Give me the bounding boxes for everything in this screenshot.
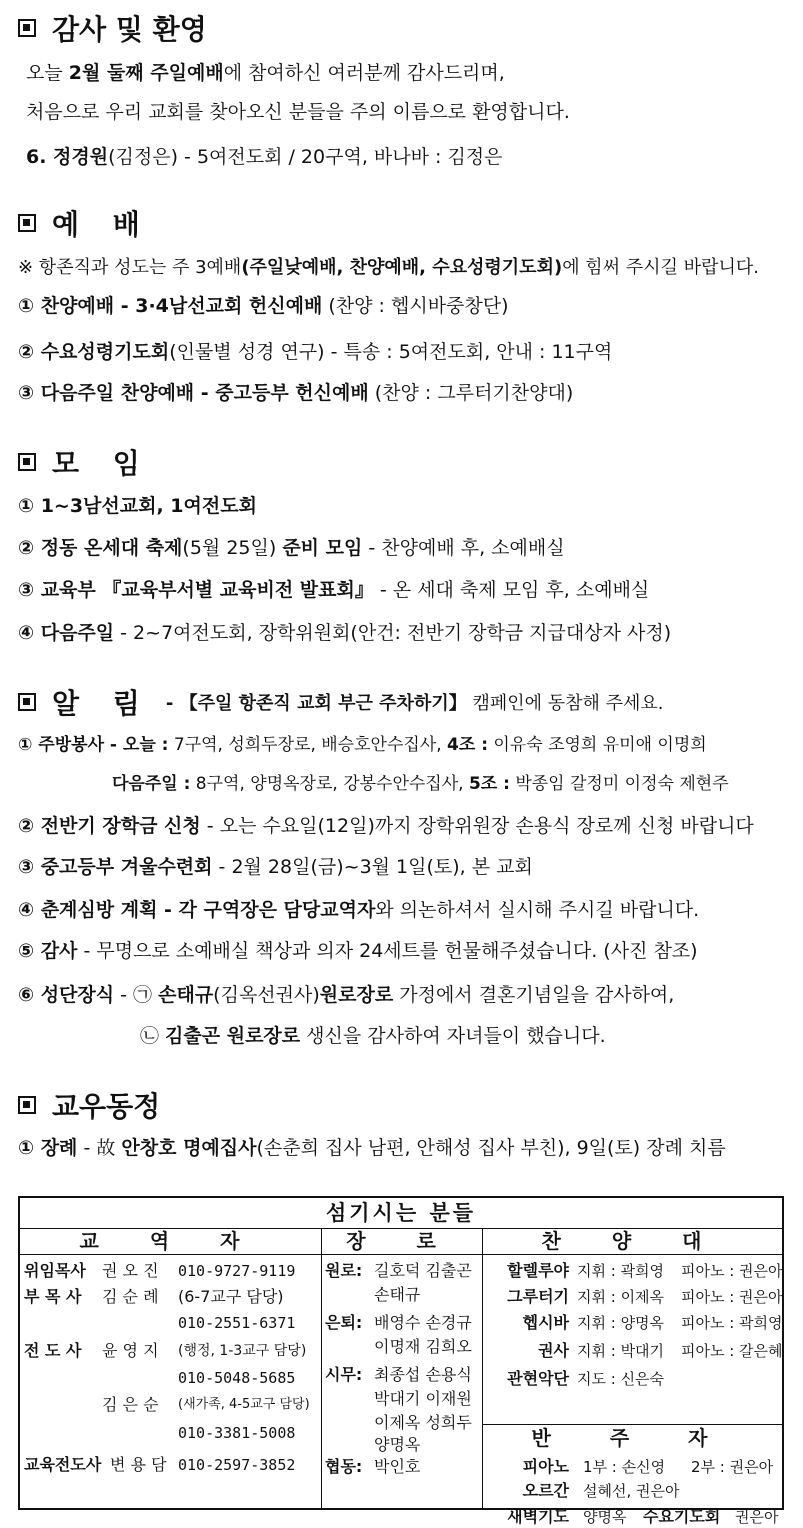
elder-label: 원로: <box>325 1261 363 1280</box>
section-notice-heading <box>18 682 664 722</box>
choir-piano: 피아노 : 갈은혜 <box>681 1342 783 1360</box>
pastor-phone: 010-2551-6371 <box>178 1314 296 1332</box>
elders-column <box>322 1228 483 1508</box>
pastor-role: 전 도 사 <box>24 1341 82 1360</box>
choir-name: 헵시바 <box>522 1313 569 1332</box>
choir-name: 할렐루야 <box>507 1261 569 1280</box>
meeting-item-4: ④ 다음주일 - 2~7여전도회, 장학위원회(안건: 전반기 장학금 지급대상자 사정) <box>18 622 672 644</box>
servers-table <box>18 1196 784 1526</box>
pastor-name: 김 순 례 <box>102 1287 159 1306</box>
pastor-name: 권 오 진 <box>102 1261 159 1280</box>
choir-leader: 지휘 : 곽희영 <box>577 1262 665 1280</box>
elder-label: 시무: <box>325 1365 363 1384</box>
pastor-role: 교육전도사 <box>24 1455 102 1474</box>
pastor-note: (행정, 1-3교구 담당) <box>178 1343 307 1359</box>
square-bullet-icon <box>18 1096 36 1114</box>
pastor-name: 김 은 순 <box>102 1395 159 1414</box>
square-bullet-icon <box>18 693 36 711</box>
choir-leader: 지휘 : 이제옥 <box>577 1288 665 1306</box>
accompanist-value: 권은아 <box>735 1508 779 1526</box>
worship-item-2: ② 수요성령기도회(인물별 성경 연구) - 특송 : 5여전도회, 안내 : 11구역 <box>18 341 613 363</box>
elder-names: 손태규 <box>374 1285 421 1304</box>
parking-campaign: - 【주일 항존직 교회 부근 주차하기】 캠페인에 동참해 주세요. <box>165 693 664 714</box>
section-title: 교우동정 <box>52 1090 161 1123</box>
news-item-1: ① 장례 - 故 안창호 명예집사(손춘희 집사 남편, 안해성 집사 부친), 9일(토) 장례 치름 <box>18 1137 726 1159</box>
elder-names: 이제옥 성희두 <box>374 1413 472 1432</box>
pastor-phone: 010-5048-5685 <box>178 1369 296 1387</box>
choir-column <box>483 1228 783 1526</box>
meeting-item-3: ③ 교육부 『교육부서별 교육비전 발표회』 - 온 세대 축제 모임 후, 소예배실 <box>18 579 650 601</box>
meeting-item-1: ① 1~3남선교회, 1여전도회 <box>18 495 257 517</box>
pastors-header: 교 역 자 <box>20 1228 321 1255</box>
pastor-phone: 010-2597-3852 <box>178 1456 296 1474</box>
section-title: 예 배 <box>52 208 152 241</box>
notice-item-1: ① 주방봉사 - 오늘 : 7구역, 성희두장로, 배승호안수집사, 4조 : 이유숙 조영희 유미애 이명희 <box>18 735 707 755</box>
notice-item-6: ⑥ 성단장식 - ㉠ 손태규(김옥선권사)원로장로 가정에서 결혼기념일을 감사하여, <box>18 984 675 1006</box>
elder-names: 배영수 손경규 <box>374 1313 472 1332</box>
choir-leader: 지휘 : 박대기 <box>577 1342 665 1360</box>
pastors-column <box>20 1228 322 1508</box>
accompanist-role: 새벽기도 <box>507 1507 569 1526</box>
section-title: 감사 및 환영 <box>52 13 207 46</box>
choir-piano: 피아노 : 권은아 <box>681 1262 783 1280</box>
section-news-heading <box>18 1085 160 1125</box>
pastor-role: 위임목사 <box>24 1261 86 1280</box>
elder-names: 박인호 <box>374 1457 421 1476</box>
worship-item-1: ① 찬양예배 - 3·4남선교회 헌신예배 (찬양 : 헵시바중창단) <box>18 295 509 317</box>
choir-name: 권사 <box>538 1341 569 1360</box>
notice-item-2: ② 전반기 장학금 신청 - 오는 수요일(12일)까지 장학위원장 손용식 장로께 신청 바랍니다 <box>18 815 754 837</box>
choir-header: 찬 양 대 <box>483 1228 782 1255</box>
accompanist-value: 양명옥 <box>583 1508 627 1526</box>
choir-leader: 지휘 : 양명옥 <box>577 1314 665 1332</box>
elder-names: 길호덕 김출곤 <box>374 1261 472 1280</box>
accompanist-header: 반 주 자 <box>483 1424 782 1451</box>
servers-table-title: 섬기시는 분들 <box>20 1198 782 1229</box>
notice-item-5: ⑤ 감사 - 무명으로 소예배실 책상과 의자 24세트를 헌물해주셨습니다. (사진 참조) <box>18 940 698 962</box>
accompanist-value: 설혜선, 권은아 <box>583 1482 680 1500</box>
accompanist-role: 피아노 <box>522 1457 569 1476</box>
notice-item-1b: 다음주일 : 8구역, 양명옥장로, 강봉수안수집사, 5조 : 박종임 갈정미 이정숙 제현주 <box>112 774 729 794</box>
welcome-line-1: 오늘 2월 둘째 주일예배에 참여하신 여러분께 감사드리며, <box>26 62 505 84</box>
pastor-name: 변 용 담 <box>110 1455 167 1474</box>
section-welcome-heading <box>18 8 207 48</box>
welcome-line-2: 처음으로 우리 교회를 찾아오신 분들을 주의 이름으로 환영합니다. <box>26 101 570 123</box>
square-bullet-icon <box>18 214 36 232</box>
pastor-phone: 010-9727-9119 <box>178 1262 296 1280</box>
notice-item-6b: ㉡ 김출곤 원로장로 생신을 감사하여 자녀들이 했습니다. <box>140 1025 606 1047</box>
elder-label: 협동: <box>325 1457 363 1476</box>
square-bullet-icon <box>18 19 36 37</box>
welcome-line-3: 6. 정경원(김정은) - 5여전도회 / 20구역, 바나바 : 김정은 <box>26 146 503 168</box>
accompanist-role: 수요기도회 <box>643 1507 721 1526</box>
pastor-note: (6-7교구 담당) <box>178 1287 284 1306</box>
worship-item-3: ③ 다음주일 찬양예배 - 중고등부 헌신예배 (찬양 : 그루터기찬양대) <box>18 382 574 404</box>
accompanist-value: 1부 : 손신영 <box>583 1458 666 1476</box>
pastor-note: (새가족, 4-5교구 담당) <box>178 1397 310 1412</box>
section-meeting-heading <box>18 442 152 482</box>
elders-header: 장 로 <box>322 1228 482 1255</box>
section-title: 모 임 <box>52 447 152 480</box>
elder-names: 양명옥 <box>374 1435 421 1454</box>
elder-names: 최종섭 손용식 <box>374 1365 472 1384</box>
section-title: 알 림 <box>52 687 152 720</box>
elder-names: 이명재 김희오 <box>374 1337 472 1356</box>
section-worship-heading <box>18 203 152 243</box>
choir-leader: 지도 : 신은숙 <box>577 1370 665 1388</box>
meeting-item-2: ② 정동 온세대 축제(5월 25일) 준비 모임 - 찬양예배 후, 소예배실 <box>18 537 565 559</box>
pastor-phone: 010-3381-5008 <box>178 1424 296 1442</box>
choir-name: 관현악단 <box>507 1369 569 1388</box>
elder-label: 은퇴: <box>325 1313 363 1332</box>
choir-piano: 피아노 : 권은아 <box>681 1288 783 1306</box>
accompanist-value: 2부 : 권은아 <box>691 1458 774 1476</box>
worship-note: ※ 항존직과 성도는 주 3예배(주일낮예배, 찬양예배, 수요성령기도회)에 힘써 주시길 바랍니다. <box>18 257 759 278</box>
notice-item-3: ③ 중고등부 겨울수련회 - 2월 28일(금)~3월 1일(토), 본 교회 <box>18 856 533 878</box>
pastor-role: 부 목 사 <box>24 1287 82 1306</box>
elder-names: 박대기 이재원 <box>374 1389 472 1408</box>
choir-piano: 피아노 : 곽희영 <box>681 1314 783 1332</box>
pastor-name: 윤 영 지 <box>102 1341 159 1360</box>
square-bullet-icon <box>18 453 36 471</box>
choir-name: 그루터기 <box>507 1287 569 1306</box>
notice-item-4: ④ 춘계심방 계획 - 각 구역장은 담당교역자와 의논하셔서 실시해 주시길 바랍니다. <box>18 899 700 921</box>
accompanist-role: 오르간 <box>522 1481 569 1500</box>
